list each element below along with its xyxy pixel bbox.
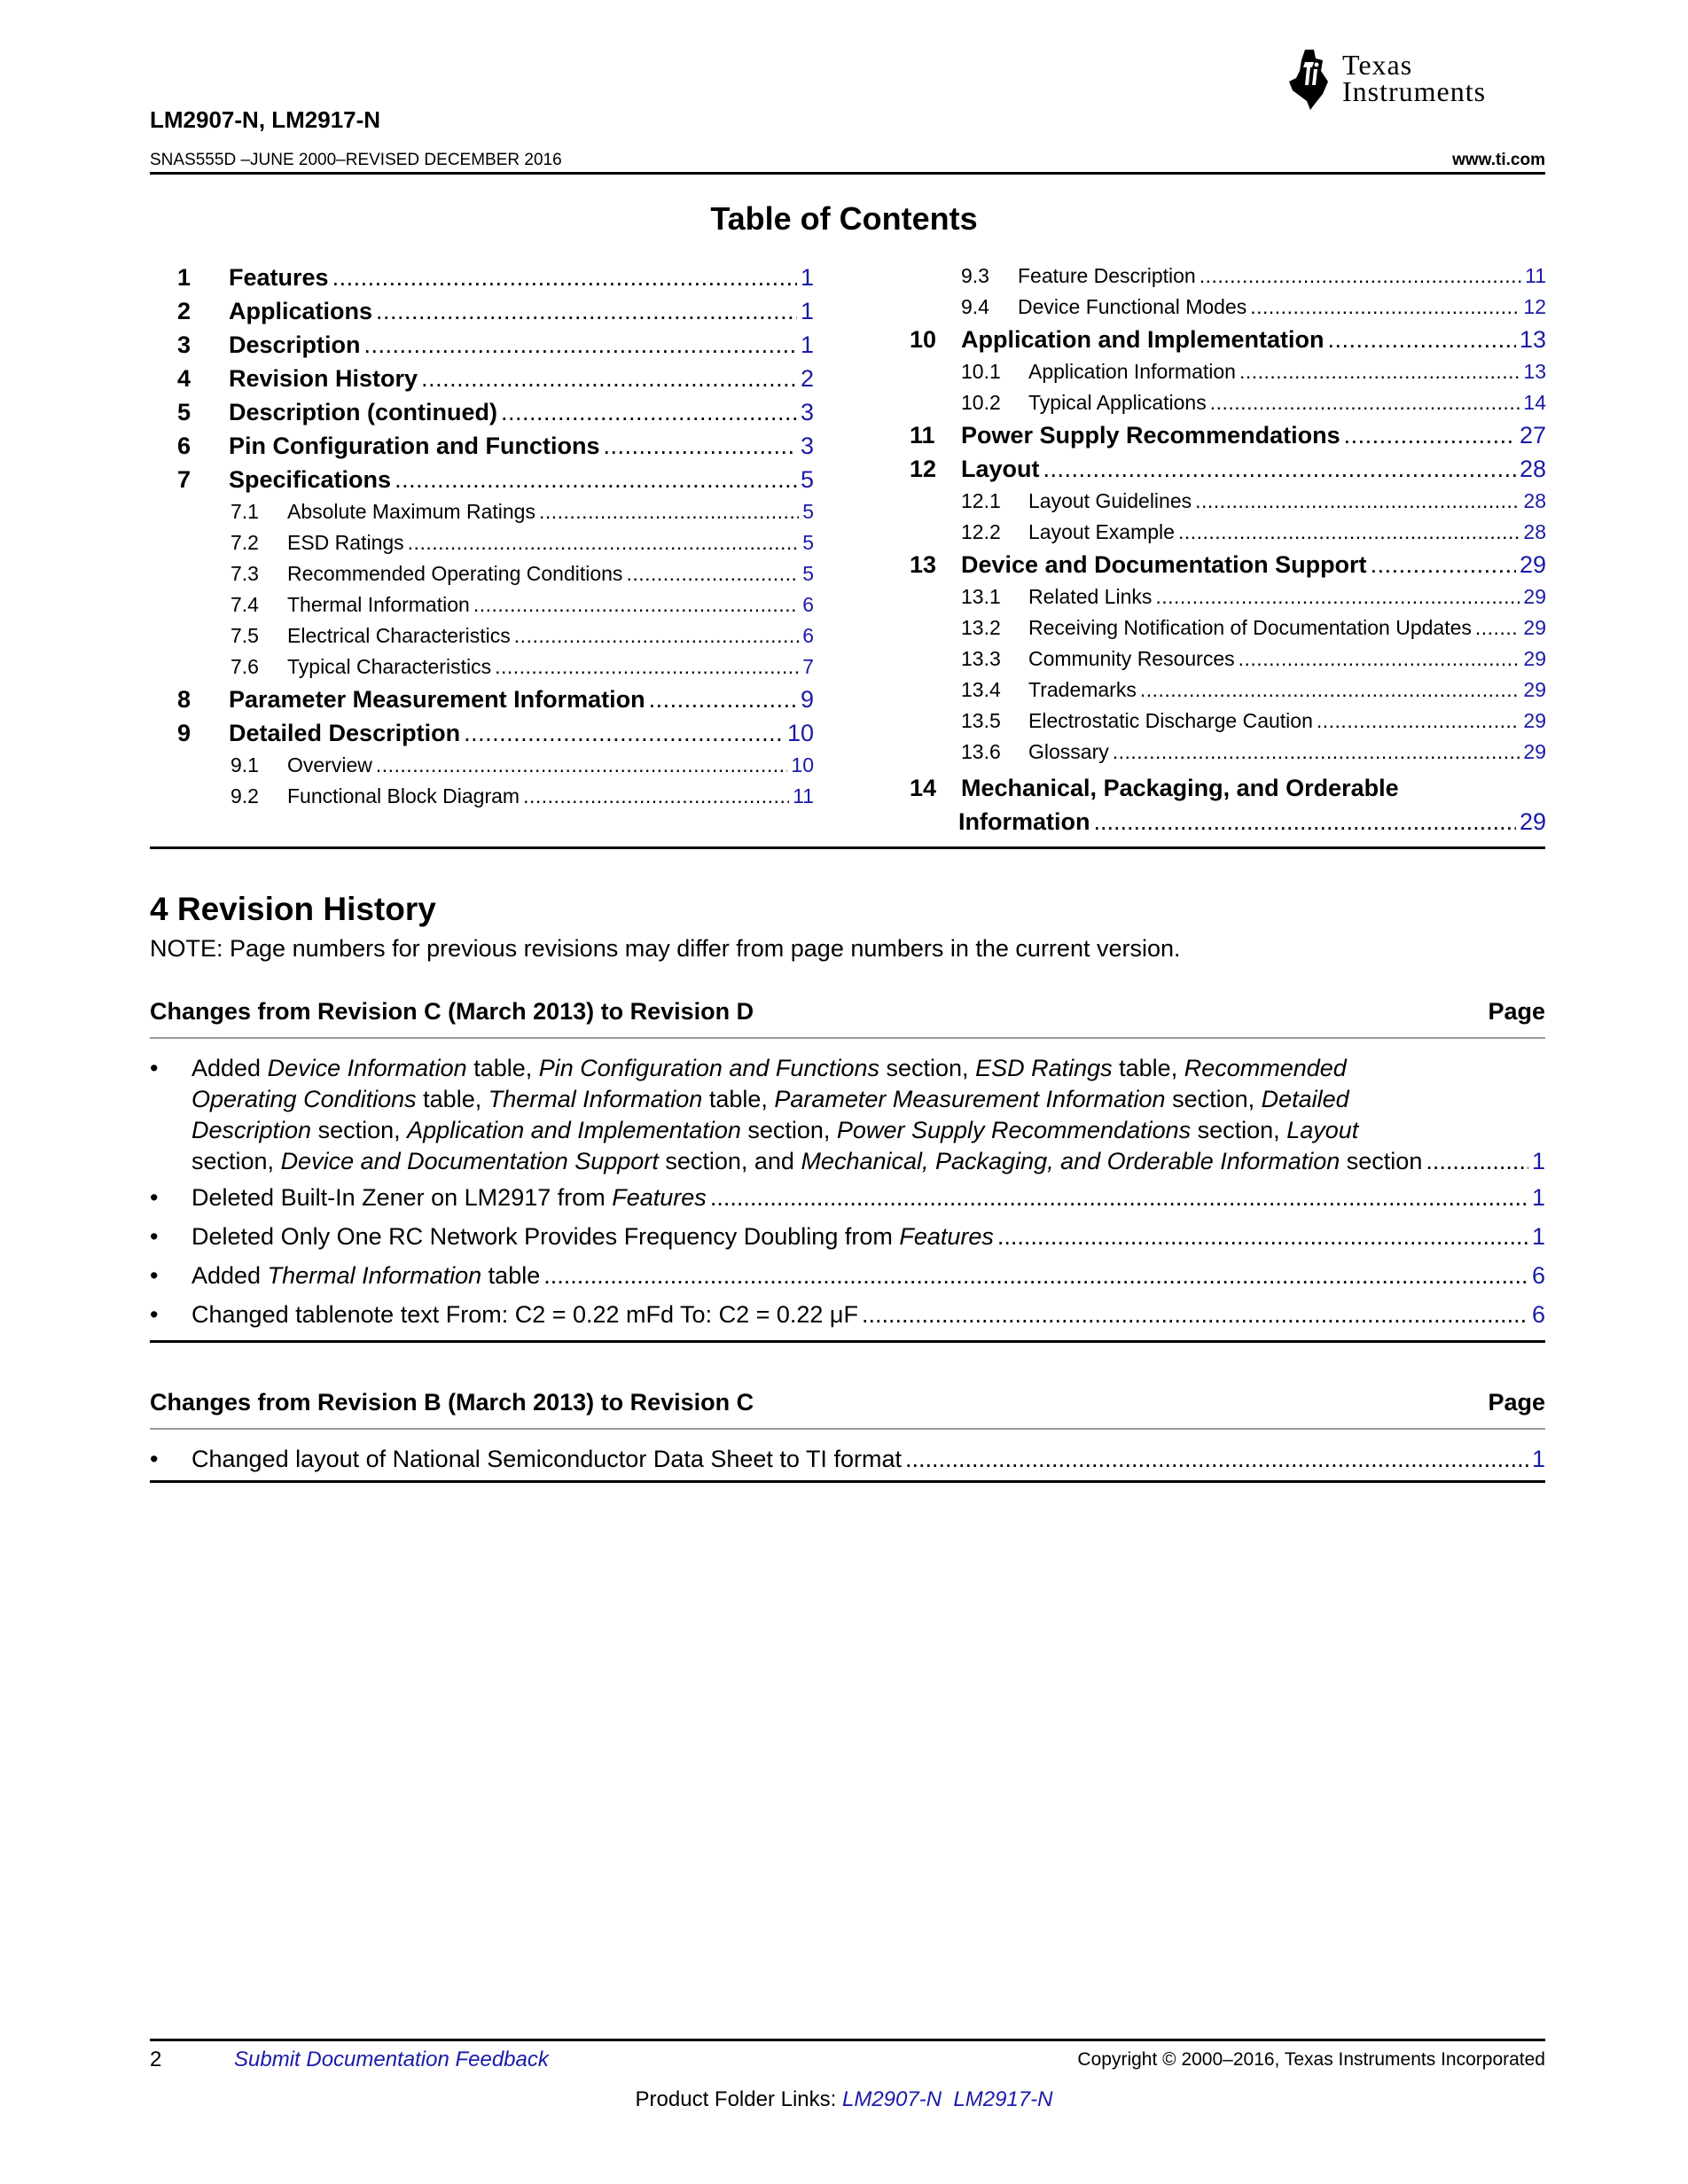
toc-entry-label[interactable]: Layout Example — [1028, 520, 1175, 543]
toc-entry-number: 2 — [177, 298, 191, 324]
toc-entry-number: 13.1 — [961, 585, 1001, 608]
toc-entry[interactable] — [910, 387, 1546, 418]
leader-dots — [421, 362, 797, 395]
page-column-label: Page — [1488, 998, 1545, 1025]
toc-entry-page[interactable]: 28 — [1519, 456, 1546, 482]
toc-entry-number: 6 — [177, 433, 191, 459]
toc-entry-label[interactable]: Community Resources — [1028, 647, 1235, 670]
bullet-line: Added Thermal Information table ..... 6 — [191, 1260, 1545, 1291]
leader-dots — [1328, 323, 1516, 356]
rev-d-bullet-2 — [150, 1182, 1545, 1213]
toc-entry[interactable] — [177, 716, 814, 750]
toc-entry-page[interactable]: 29 — [1523, 616, 1546, 639]
toc-entry[interactable] — [177, 620, 814, 651]
bullet-line: Description section, Application and Implementation section, Power Supply Recommendations section, Layout — [191, 1117, 1359, 1143]
leader-dots — [710, 1182, 1528, 1213]
toc-entry-page[interactable]: 6 — [802, 624, 814, 647]
toc-entry-number: 9.3 — [961, 264, 989, 287]
bullet-dot: • — [150, 1184, 159, 1211]
page-link[interactable]: 6 — [1531, 1262, 1545, 1289]
leader-dots — [1210, 387, 1520, 418]
toc-entry-label[interactable]: Revision History — [229, 365, 418, 392]
leader-dots — [1094, 805, 1516, 838]
ti-logo — [1287, 46, 1546, 112]
toc-entry-label[interactable]: Absolute Maximum Ratings — [287, 500, 535, 523]
website-link[interactable]: www.ti.com — [1452, 151, 1545, 169]
toc-entry-page[interactable]: 1 — [800, 264, 814, 291]
toc-entry-page[interactable]: 5 — [800, 466, 814, 493]
logo-text-instruments: Instruments — [1342, 75, 1487, 107]
rev-d-bullet-5 — [150, 1299, 1545, 1330]
toc-entry[interactable] — [177, 682, 814, 716]
leader-dots — [626, 558, 799, 589]
toc-entry-page[interactable]: 7 — [802, 655, 814, 678]
page-link[interactable]: 1 — [1531, 1184, 1545, 1211]
toc-entry[interactable] — [910, 292, 1546, 323]
toc-entry-label[interactable]: Functional Block Diagram — [287, 784, 520, 807]
toc-entry-number: 13.5 — [961, 709, 1001, 732]
rev-c-header — [150, 1389, 1545, 1416]
rev-c-bottom-rule — [150, 1480, 1545, 1483]
toc-entry[interactable] — [910, 356, 1546, 387]
leader-dots — [1317, 706, 1520, 737]
toc-entry-label[interactable]: ESD Ratings — [287, 531, 404, 554]
leader-dots — [905, 1444, 1528, 1475]
footer-page-number: 2 — [150, 2048, 162, 2071]
toc-entry[interactable] — [910, 612, 1546, 644]
toc-entry-number: 7.3 — [231, 562, 259, 585]
toc-entry[interactable] — [910, 517, 1546, 548]
toc-entry-label[interactable]: Thermal Information — [287, 593, 470, 616]
toc-entry-page[interactable]: 11 — [793, 784, 814, 807]
revision-note: NOTE: Page numbers for previous revisions may differ from page numbers in the current version. — [150, 935, 1181, 962]
leader-dots — [1426, 1146, 1528, 1177]
toc-entry-number: 13.4 — [961, 678, 1001, 701]
toc-entry-number: 11 — [910, 422, 935, 448]
toc-entry[interactable] — [177, 750, 814, 781]
toc-right-column — [910, 261, 1546, 838]
toc-entry-label[interactable]: Pin Configuration and Functions — [229, 433, 600, 459]
toc-entry[interactable] — [177, 589, 814, 620]
toc-entry-number: 5 — [177, 399, 191, 425]
leader-dots — [1043, 452, 1516, 486]
logo-text-texas: Texas — [1342, 49, 1413, 81]
toc-entry[interactable] — [177, 429, 814, 463]
toc-entry[interactable] — [177, 651, 814, 682]
toc-entry-number: 8 — [177, 686, 191, 713]
leader-dots — [1195, 486, 1520, 517]
leader-dots — [1200, 261, 1521, 292]
rev-c-bullet-1 — [150, 1444, 1545, 1475]
toc-entry[interactable] — [177, 463, 814, 496]
leader-dots — [543, 1260, 1528, 1291]
leader-dots — [649, 682, 797, 716]
rev-c-header-rule — [150, 1428, 1545, 1430]
footer-rule — [150, 2039, 1545, 2041]
toc-entry-page[interactable]: 1 — [800, 332, 814, 358]
toc-entry-number: 12.1 — [961, 489, 1001, 512]
toc-entry[interactable] — [910, 737, 1546, 768]
toc-entry-label[interactable]: Power Supply Recommendations — [961, 422, 1340, 448]
product-link-lm2907[interactable]: LM2907-N — [841, 2087, 942, 2111]
toc-entry[interactable] — [177, 261, 814, 294]
toc-entry-label[interactable]: Layout Guidelines — [1028, 489, 1192, 512]
toc-entry-label[interactable]: Electrostatic Discharge Caution — [1028, 709, 1313, 732]
page-link[interactable]: 1 — [1531, 1446, 1545, 1472]
toc-entry[interactable] — [910, 706, 1546, 737]
product-folder-label: Product Folder Links: — [635, 2087, 842, 2111]
toc-entry-label[interactable]: Recommended Operating Conditions — [287, 562, 623, 585]
toc-entry-page[interactable]: 29 — [1523, 709, 1546, 732]
toc-entry-number: 9.2 — [231, 784, 259, 807]
leader-dots — [1250, 292, 1520, 323]
toc-entry-label[interactable]: Typical Characteristics — [287, 655, 492, 678]
toc-entry-page[interactable]: 9 — [800, 686, 814, 713]
bullet-dot: • — [150, 1223, 159, 1250]
toc-entry-page[interactable]: 13 — [1523, 360, 1546, 383]
toc-entry-page[interactable]: 29 — [1519, 551, 1546, 578]
leader-dots — [523, 781, 789, 812]
toc-entry-number: 10 — [910, 326, 937, 353]
toc-entry-label[interactable]: Feature Description — [1018, 264, 1196, 287]
toc-entry[interactable] — [910, 771, 1546, 838]
leader-dots — [539, 496, 799, 527]
toc-entry[interactable] — [910, 581, 1546, 612]
toc-entry-label[interactable]: Detailed Description — [229, 720, 461, 746]
toc-entry-page[interactable]: 27 — [1519, 422, 1546, 448]
leader-dots — [1140, 675, 1520, 706]
toc-entry[interactable] — [177, 395, 814, 429]
toc-entry-page[interactable]: 29 — [1523, 678, 1546, 701]
toc-entry-page[interactable]: 1 — [800, 298, 814, 324]
toc-entry-number: 9.1 — [231, 753, 259, 776]
toc-entry-label[interactable]: Layout — [961, 456, 1040, 482]
toc-entry-label[interactable]: Trademarks — [1028, 678, 1137, 701]
bullet-line: Operating Conditions table, Thermal Information table, Parameter Measurement Information section, Detailed — [191, 1086, 1349, 1112]
toc-entry-number: 13.3 — [961, 647, 1001, 670]
rev-d-bullet-1 — [150, 1053, 1545, 1177]
toc-entry-number: 4 — [177, 365, 191, 392]
toc-entry-label[interactable]: Device and Documentation Support — [961, 551, 1367, 578]
toc-entry-number: 13 — [910, 551, 937, 578]
leader-dots — [1239, 356, 1520, 387]
toc-left-column — [177, 261, 814, 812]
leader-dots — [1239, 644, 1520, 675]
leader-dots — [495, 651, 799, 682]
toc-entry-number: 3 — [177, 332, 191, 358]
toc-entry-label[interactable]: Description (continued) — [229, 399, 497, 425]
toc-entry-number: 12 — [910, 456, 937, 482]
toc-bottom-rule — [150, 846, 1545, 849]
page-link[interactable]: 1 — [1531, 1223, 1545, 1250]
product-link-lm2917[interactable]: LM2917-N — [953, 2087, 1053, 2111]
rev-d-bottom-rule — [150, 1340, 1545, 1343]
leader-dots — [1113, 737, 1520, 768]
rev-d-bullet-4 — [150, 1260, 1545, 1291]
toc-title: Table of Contents — [710, 200, 978, 237]
toc-entry-label[interactable]: Typical Applications — [1028, 391, 1207, 414]
bullet-line: section, Device and Documentation Support section, and Mechanical, Packaging, and Orderable Information section ..... 1 — [191, 1146, 1545, 1177]
toc-entry-label[interactable]: Features — [229, 264, 329, 291]
toc-entry[interactable] — [177, 558, 814, 589]
toc-entry-page[interactable]: 29 — [1523, 740, 1546, 763]
leader-dots — [364, 328, 797, 362]
product-folder-links — [0, 2087, 1688, 2112]
leader-dots — [1155, 581, 1520, 612]
bullet-line: Added Device Information table, Pin Configuration and Functions section, ESD Ratings table, Recommended — [191, 1055, 1347, 1081]
toc-entry[interactable] — [910, 323, 1546, 356]
toc-entry-label[interactable]: Related Links — [1028, 585, 1153, 608]
toc-entry-label[interactable]: Applications — [229, 298, 373, 324]
toc-entry-number: 12.2 — [961, 520, 1001, 543]
leader-dots — [395, 463, 797, 496]
page-link[interactable]: 6 — [1531, 1301, 1545, 1328]
toc-entry-page[interactable]: 29 — [1523, 647, 1546, 670]
leader-dots — [603, 429, 797, 463]
toc-entry[interactable] — [910, 486, 1546, 517]
toc-entry-label[interactable]: Parameter Measurement Information — [229, 686, 645, 713]
toc-entry-page[interactable]: 10 — [791, 753, 814, 776]
leader-dots — [1371, 548, 1516, 581]
document-revision-line: SNAS555D –JUNE 2000–REVISED DECEMBER 2016 — [150, 151, 562, 169]
leader-dots — [501, 395, 797, 429]
toc-entry-page[interactable]: 3 — [800, 399, 814, 425]
toc-entry-number: 13.6 — [961, 740, 1001, 763]
toc-entry-label[interactable]: Overview — [287, 753, 372, 776]
leader-dots — [514, 620, 799, 651]
bullet-line: Changed layout of National Semiconductor Data Sheet to TI format ..... 1 — [191, 1444, 1545, 1475]
leader-dots — [473, 589, 799, 620]
bullet-dot: • — [150, 1055, 159, 1081]
leader-dots — [1475, 612, 1520, 644]
toc-entry[interactable] — [177, 294, 814, 328]
toc-entry[interactable] — [910, 675, 1546, 706]
toc-entry-label[interactable]: Application Information — [1028, 360, 1236, 383]
toc-entry-number: 7 — [177, 466, 191, 493]
toc-entry[interactable] — [910, 644, 1546, 675]
toc-entry-label[interactable]: Electrical Characteristics — [287, 624, 511, 647]
toc-entry[interactable] — [177, 496, 814, 527]
page-column-label: Page — [1488, 1389, 1545, 1416]
toc-entry-page[interactable]: 14 — [1523, 391, 1546, 414]
toc-entry-label[interactable]: Description — [229, 332, 361, 358]
toc-entry-number: 1 — [177, 264, 191, 291]
toc-entry-page[interactable]: 29 — [1523, 585, 1546, 608]
toc-entry[interactable] — [177, 328, 814, 362]
submit-feedback-link[interactable]: Submit Documentation Feedback — [234, 2048, 549, 2071]
toc-entry-page[interactable]: 10 — [786, 720, 814, 746]
toc-entry-number: 7.5 — [231, 624, 259, 647]
bullet-line: Deleted Built-In Zener on LM2917 from Features ..... 1 — [191, 1182, 1545, 1213]
toc-entry-label[interactable]: Mechanical, Packaging, and Orderable — [961, 775, 1399, 801]
toc-entry-page[interactable]: 29 — [1519, 808, 1546, 835]
toc-entry[interactable] — [177, 527, 814, 558]
rev-d-bullet-3 — [150, 1221, 1545, 1252]
toc-entry[interactable] — [910, 418, 1546, 452]
leader-dots — [862, 1299, 1528, 1330]
toc-entry-page[interactable]: 2 — [800, 365, 814, 392]
leader-dots — [464, 716, 784, 750]
toc-entry-label[interactable]: Device Functional Modes — [1018, 295, 1247, 318]
bullet-dot: • — [150, 1301, 159, 1328]
page-link[interactable]: 1 — [1531, 1148, 1545, 1174]
toc-entry-page[interactable]: 13 — [1519, 326, 1546, 353]
leader-dots — [376, 750, 788, 781]
leader-dots — [1178, 517, 1520, 548]
rev-d-header — [150, 998, 1545, 1026]
leader-dots — [1344, 418, 1516, 452]
toc-entry-number: 10.1 — [961, 360, 1001, 383]
toc-entry-page[interactable]: 5 — [802, 562, 814, 585]
toc-entry-number: 9.4 — [961, 295, 989, 318]
bullet-line: Changed tablenote text From: C2 = 0.22 mFd To: C2 = 0.22 μF ..... 6 — [191, 1299, 1545, 1330]
toc-entry[interactable] — [910, 261, 1546, 292]
toc-entry-page[interactable]: 6 — [802, 593, 814, 616]
toc-entry-number: 14 — [910, 775, 937, 801]
toc-entry[interactable] — [910, 548, 1546, 581]
footer-copyright: Copyright © 2000–2016, Texas Instruments Incorporated — [1077, 2049, 1545, 2070]
toc-entry-number: 9 — [177, 720, 191, 746]
toc-entry-page[interactable]: 5 — [802, 500, 814, 523]
toc-entry-page[interactable]: 28 — [1523, 489, 1546, 512]
toc-entry-label[interactable]: Glossary — [1028, 740, 1109, 763]
toc-entry[interactable] — [177, 362, 814, 395]
leader-dots — [332, 261, 797, 294]
toc-entry-page[interactable]: 3 — [800, 433, 814, 459]
bullet-dot: • — [150, 1446, 159, 1472]
rev-d-heading: Changes from Revision C (March 2013) to Revision D — [150, 998, 754, 1025]
toc-entry-label[interactable]: Application and Implementation — [961, 326, 1325, 353]
toc-entry-number: 7.2 — [231, 531, 259, 554]
leader-dots — [376, 294, 797, 328]
toc-entry[interactable] — [177, 781, 814, 812]
leader-dots — [997, 1221, 1528, 1252]
revision-history-title: 4 Revision History — [150, 891, 436, 927]
toc-entry-number: 7.6 — [231, 655, 259, 678]
leader-dots — [408, 527, 800, 558]
toc-entry-number: 7.4 — [231, 593, 259, 616]
part-numbers: LM2907-N, LM2917-N — [150, 106, 381, 133]
toc-entry-label-cont[interactable]: Information — [958, 808, 1090, 835]
toc-entry-page[interactable]: 12 — [1523, 295, 1546, 318]
toc-entry-number: 10.2 — [961, 391, 1001, 414]
toc-entry-page[interactable]: 28 — [1523, 520, 1546, 543]
toc-entry-page[interactable]: 5 — [802, 531, 814, 554]
rev-c-heading: Changes from Revision B (March 2013) to Revision C — [150, 1389, 754, 1416]
toc-entry-label[interactable]: Receiving Notification of Documentation Updates — [1028, 616, 1472, 639]
bullet-dot: • — [150, 1262, 159, 1289]
toc-entry-label[interactable]: Specifications — [229, 466, 392, 493]
toc-entry-page[interactable]: 11 — [1525, 264, 1546, 287]
rev-d-header-rule — [150, 1037, 1545, 1039]
header-rule — [150, 172, 1545, 175]
toc-entry-number: 7.1 — [231, 500, 259, 523]
toc-entry[interactable] — [910, 452, 1546, 486]
toc-entry-number: 13.2 — [961, 616, 1001, 639]
bullet-line: Deleted Only One RC Network Provides Frequency Doubling from Features ..... 1 — [191, 1221, 1545, 1252]
